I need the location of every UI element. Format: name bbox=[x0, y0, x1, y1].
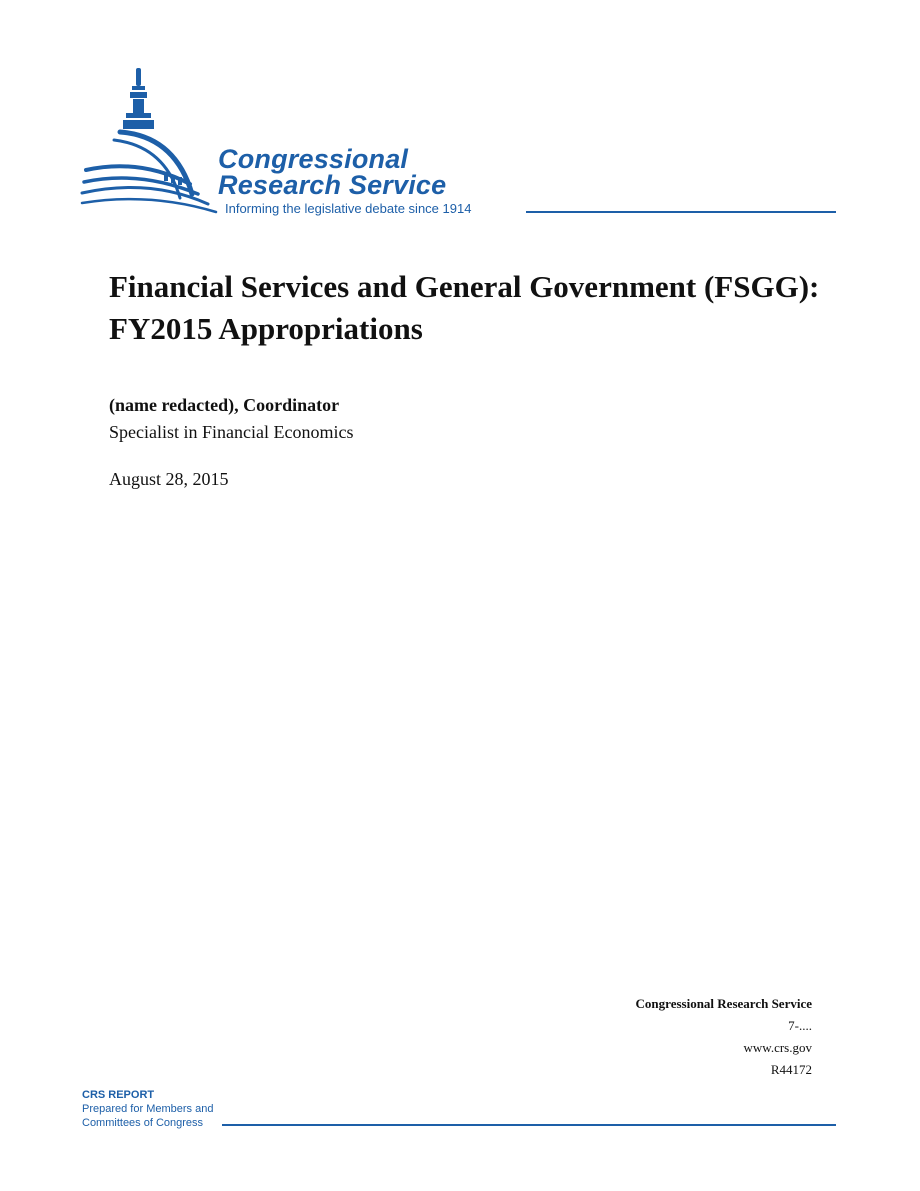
crs-report-label bbox=[82, 1088, 213, 1130]
crs-logo bbox=[80, 66, 840, 226]
footer-phone: 7-.... bbox=[788, 1018, 812, 1033]
capitol-dome-icon bbox=[80, 66, 220, 216]
crs-report-title: CRS REPORT bbox=[82, 1089, 155, 1101]
footer-report-number: R44172 bbox=[770, 1062, 812, 1077]
footer-rule bbox=[222, 1124, 836, 1126]
brand-name-line2: Research Service bbox=[218, 170, 447, 200]
author-name: (name redacted), Coordinator bbox=[109, 395, 340, 415]
crs-report-line3: Committees of Congress bbox=[82, 1117, 204, 1129]
tagline-rule bbox=[526, 211, 836, 213]
author-role: Specialist in Financial Economics bbox=[109, 422, 354, 442]
brand-tagline: Informing the legislative debate since 1914 bbox=[225, 201, 472, 216]
crs-report-line2: Prepared for Members and bbox=[82, 1103, 214, 1115]
report-date: August 28, 2015 bbox=[109, 469, 229, 489]
report-title: Financial Services and General Government (FSGG): FY2015 Appropriations bbox=[109, 269, 820, 346]
footer-contact bbox=[636, 993, 812, 1081]
footer-organization: Congressional Research Service bbox=[635, 996, 812, 1011]
footer-website[interactable]: www.crs.gov bbox=[743, 1040, 812, 1055]
brand-name-line1: Congressional bbox=[218, 144, 409, 174]
